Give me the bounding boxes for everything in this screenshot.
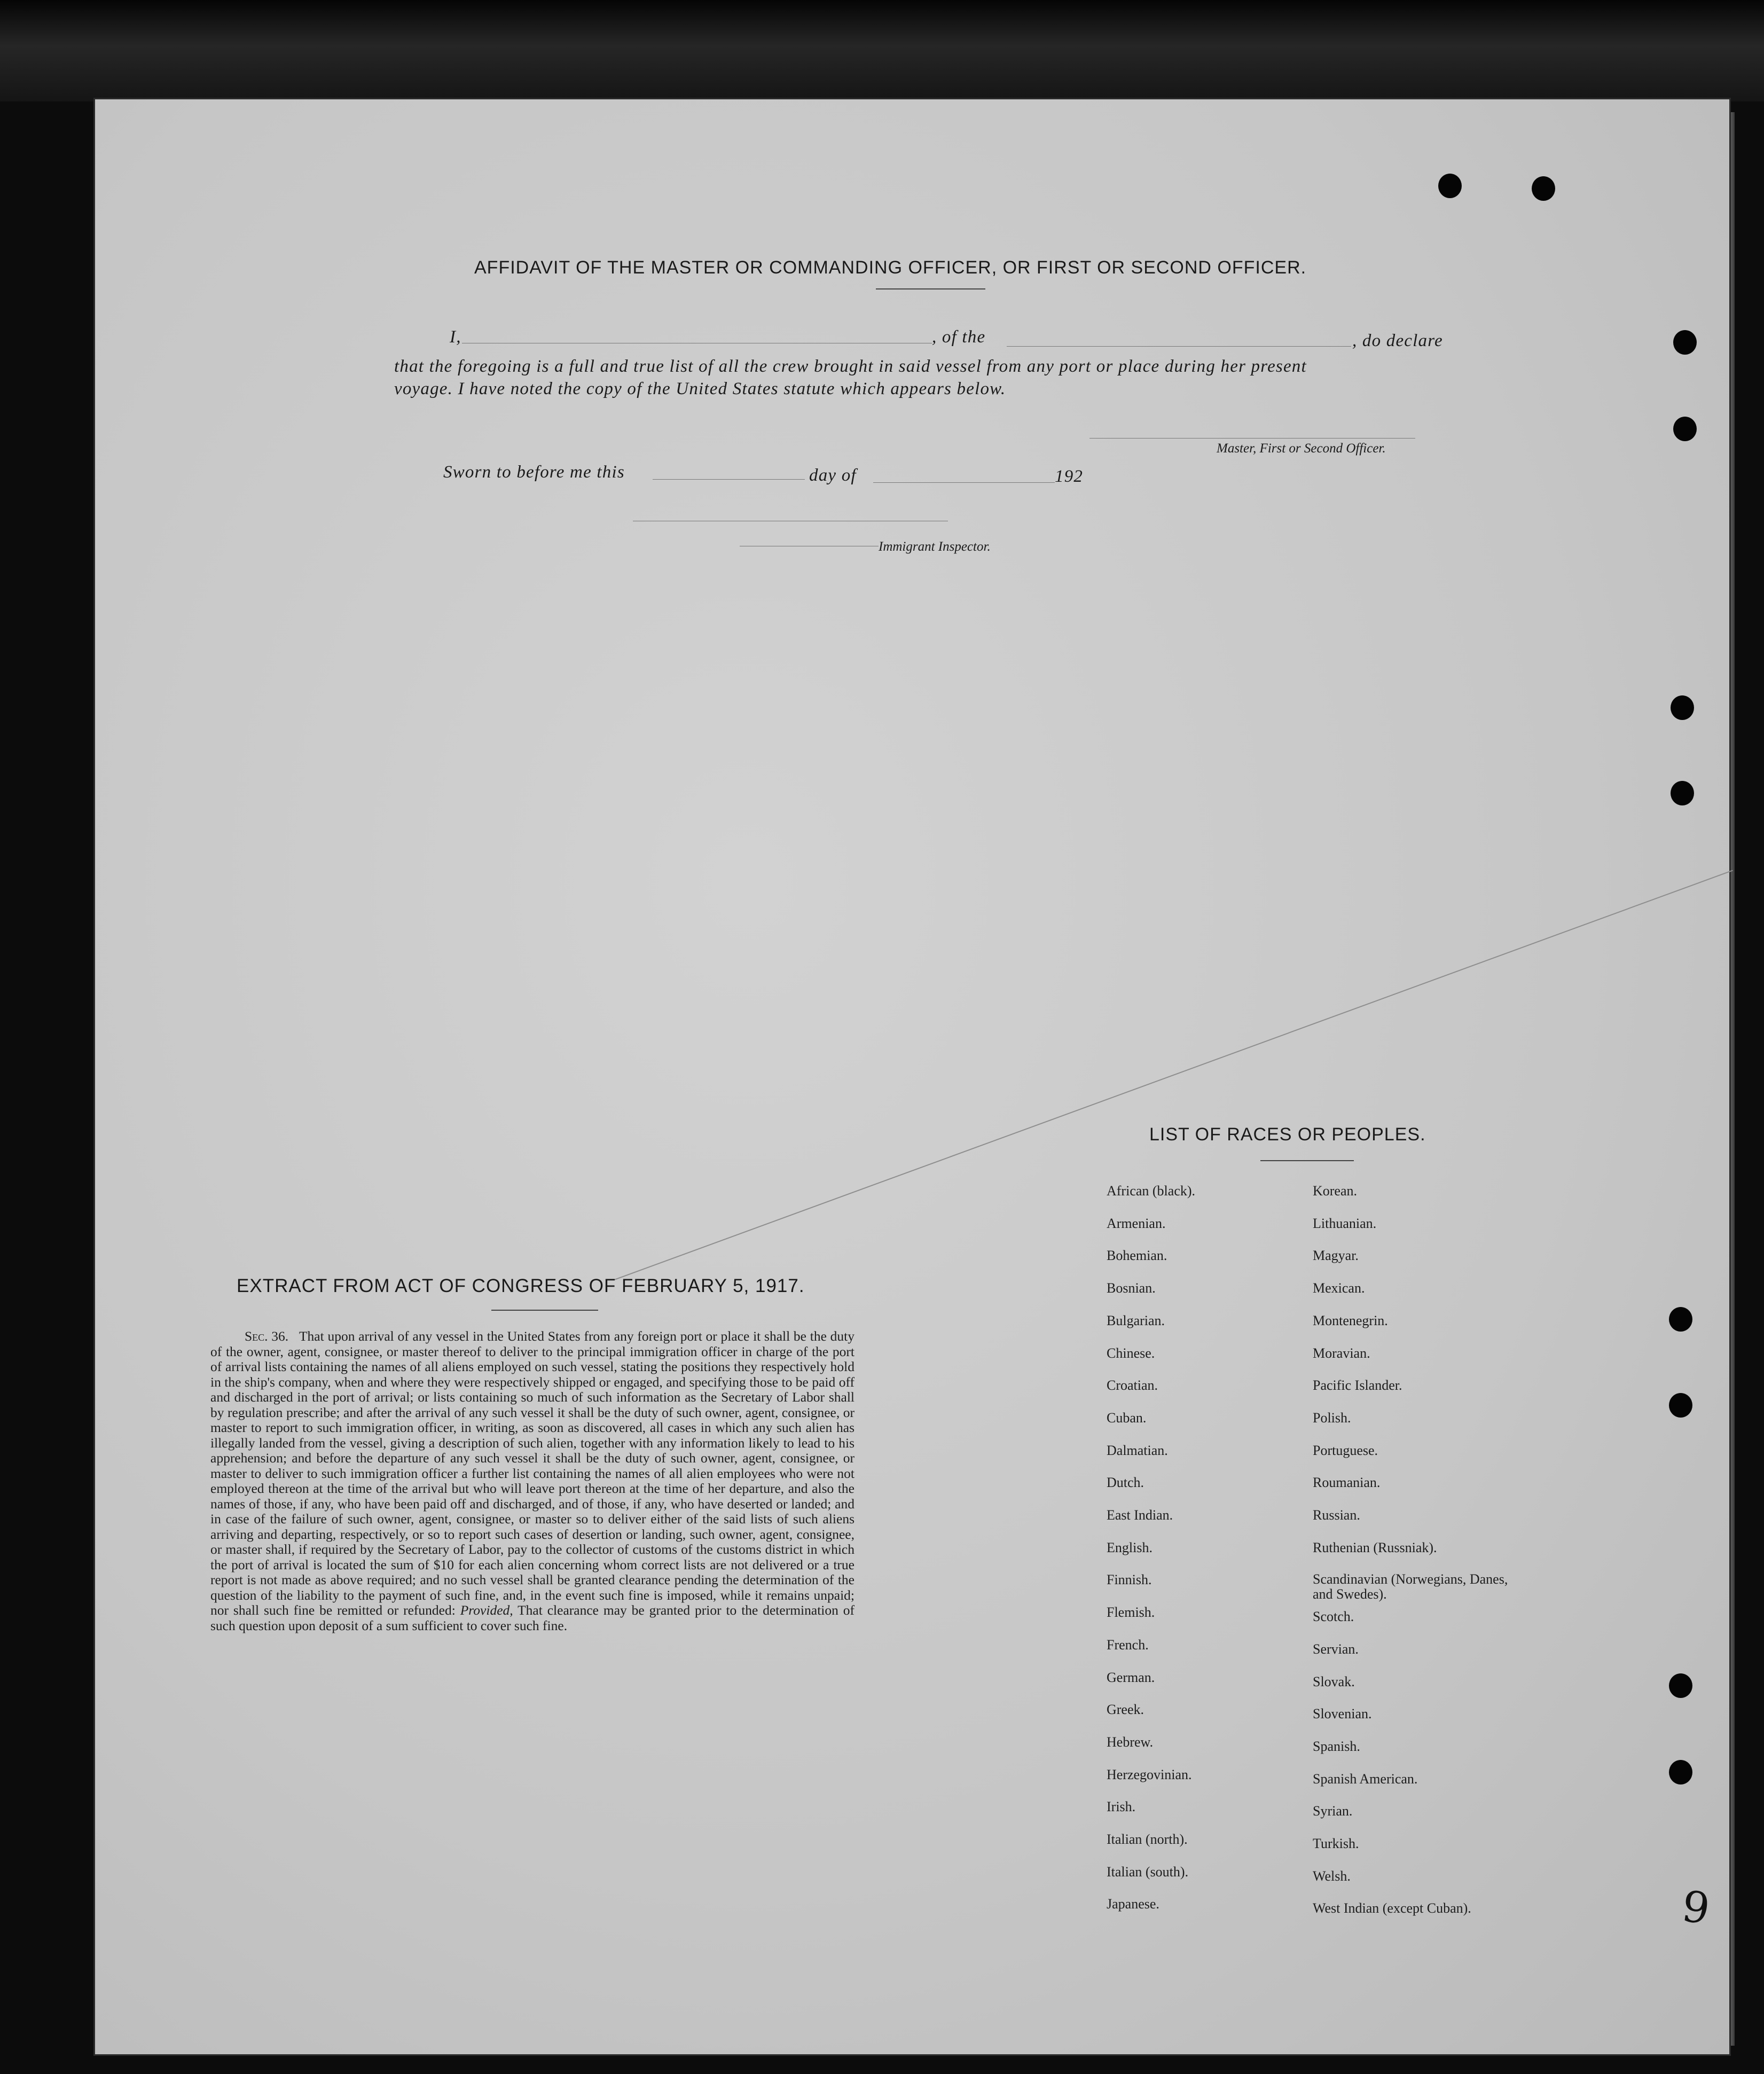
race-item: Polish.: [1313, 1410, 1351, 1426]
race-item: Portuguese.: [1313, 1442, 1378, 1458]
race-item: Scotch.: [1313, 1609, 1354, 1625]
race-item: Herzegovinian.: [1107, 1766, 1192, 1782]
punch-hole: [1438, 174, 1462, 198]
race-item: Greek.: [1107, 1702, 1144, 1718]
race-item: Spanish.: [1313, 1738, 1360, 1754]
inspector-label: Immigrant Inspector.: [879, 539, 991, 554]
race-item: Turkish.: [1313, 1836, 1359, 1851]
affidavit-title-rule: [876, 288, 985, 289]
races-title-rule: [1260, 1160, 1354, 1161]
vessel-blank-line: [1007, 346, 1351, 347]
punch-hole: [1669, 1673, 1692, 1698]
affidavit-i-label: I,: [450, 327, 461, 347]
race-item: German.: [1107, 1669, 1155, 1685]
affidavit-line-2: that the foregoing is a full and true list of all the crew brought in said vessel from any port or place during her present: [394, 357, 1307, 376]
race-item: Ruthenian (Russniak).: [1313, 1539, 1437, 1555]
race-item: Spanish American.: [1313, 1771, 1418, 1787]
race-item: Montenegrin.: [1313, 1312, 1388, 1328]
race-item: French.: [1107, 1637, 1149, 1653]
race-item: Irish.: [1107, 1799, 1136, 1815]
affidavit-title: AFFIDAVIT OF THE MASTER OR COMMANDING OFFICER, OR FIRST OR SECOND OFFICER.: [474, 257, 1307, 278]
race-item: Japanese.: [1107, 1896, 1159, 1912]
extract-title-rule: [491, 1310, 598, 1311]
punch-hole: [1669, 1307, 1692, 1332]
extract-statute-text: [210, 1329, 854, 1633]
punch-hole: [1669, 1393, 1692, 1418]
race-item: Magyar.: [1313, 1248, 1359, 1264]
punch-hole: [1673, 330, 1697, 355]
race-item: East Indian.: [1107, 1507, 1173, 1523]
race-item: Scandinavian (Norwegians, Danes, and Swedes).: [1313, 1571, 1508, 1602]
signature-blank-line: [1089, 438, 1415, 439]
race-item: Servian.: [1313, 1641, 1359, 1657]
race-item: English.: [1107, 1539, 1153, 1555]
punch-hole: [1673, 417, 1697, 441]
section-number: Sec. 36.: [245, 1328, 289, 1344]
race-item: Welsh.: [1313, 1868, 1351, 1884]
race-item: Hebrew.: [1107, 1734, 1154, 1750]
race-item: Syrian.: [1313, 1803, 1353, 1819]
race-item: Dalmatian.: [1107, 1442, 1168, 1458]
affidavit-of-the-label: , of the: [932, 327, 986, 347]
race-item: Italian (south).: [1107, 1864, 1189, 1880]
races-title: LIST OF RACES OR PEOPLES.: [1149, 1124, 1426, 1145]
punch-hole: [1671, 781, 1694, 805]
race-item: Pacific Islander.: [1313, 1378, 1402, 1394]
race-item: Italian (north).: [1107, 1832, 1188, 1847]
race-item: Roumanian.: [1313, 1475, 1381, 1491]
sworn-label: Sworn to before me this: [443, 463, 625, 482]
day-of-label: day of: [809, 466, 857, 485]
month-blank-line: [873, 482, 1055, 483]
punch-hole: [1669, 1760, 1692, 1785]
affidavit-line-3: voyage. I have noted the copy of the United States statute which appears below.: [394, 379, 1006, 398]
extract-title: EXTRACT FROM ACT OF CONGRESS OF FEBRUARY 5, 1917.: [237, 1275, 805, 1296]
film-border-top: [0, 0, 1764, 101]
race-item: Slovak.: [1313, 1673, 1355, 1689]
race-item: Bulgarian.: [1107, 1312, 1165, 1328]
race-item: Cuban.: [1107, 1410, 1147, 1426]
year-label: 192: [1055, 467, 1084, 486]
race-item: Bosnian.: [1107, 1280, 1156, 1296]
race-item: Slovenian.: [1313, 1706, 1372, 1722]
race-item: Armenian.: [1107, 1215, 1166, 1231]
handwritten-mark: 9: [1679, 1881, 1713, 1935]
race-item: West Indian (except Cuban).: [1313, 1900, 1471, 1916]
race-item: Chinese.: [1107, 1345, 1155, 1361]
race-item: Korean.: [1313, 1183, 1358, 1199]
signature-label: Master, First or Second Officer.: [1217, 441, 1386, 456]
race-item: African (black).: [1107, 1183, 1196, 1199]
race-item: Moravian.: [1313, 1345, 1370, 1361]
race-item: Russian.: [1313, 1507, 1360, 1523]
race-item: Flemish.: [1107, 1605, 1155, 1621]
statute-body-2: That clearance may be granted prior to the determination of such question upon deposit of a sum sufficient to cover such fine.: [210, 1602, 855, 1633]
race-item: Dutch.: [1107, 1475, 1144, 1491]
race-item: Lithuanian.: [1313, 1215, 1377, 1231]
day-blank-line: [653, 479, 805, 480]
punch-hole: [1532, 176, 1555, 201]
race-item: Mexican.: [1313, 1280, 1365, 1296]
statute-body-1: That upon arrival of any vessel in the United States from any foreign port or place it shall be the duty of the owner, agent, consignee, or master thereof to deliver to the principal immigration officer in charge of the port of arrival lists containing the names of all aliens employed on such vessel, stating the positions they respectively hold in the ship's company, when and where they were respectively shipped or engaged, and specifying those to be paid off and discharged in the port of arrival; or lists containing so much of such information as the Secretary of Labor shall by regulation prescribe; and after the arrival of any such vessel it shall be the duty of such owner, agent, consignee, or master to report to such immigration officer, in writing, as soon as discovered, all cases in which any such alien has illegally landed from the vessel, giving a description of such alien, together with any information likely to lead to his apprehension; and before the departure of any such vessel it shall be the duty of such owner, agent, consignee, or master to deliver to such immigration officer a further list containing the names of all alien employees who were not employed thereon at the time of the arrival but who will leave port thereon at the time of her departure, and also the names of those, if any, who have been paid off and discharged, and of those, if any, who have deserted or landed; and in case of the failure of such owner, agent, consignee, or master so to deliver either of the said lists of such aliens arriving and departing, respectively, or so to report such cases of desertion or landing, such owner, agent, consignee, or master shall, if required by the Secretary of Labor, pay to the collector of customs of the customs district in which the port of arrival is located the sum of $10 for each alien concerning whom correct lists are not delivered or a true report is not made as above required; and no such vessel shall be granted clearance pending the determination of the question of the liability to the payment of such fine, and, in the event such fine is imposed, while it remains unpaid; nor shall such fine be remitted or refunded:: [210, 1328, 854, 1618]
affidavit-declare-label: , do declare: [1352, 331, 1443, 350]
race-item: Finnish.: [1107, 1572, 1152, 1588]
race-item: Bohemian.: [1107, 1248, 1167, 1264]
statute-provided: Provided,: [460, 1602, 513, 1618]
race-item: Croatian.: [1107, 1378, 1158, 1394]
punch-hole: [1671, 695, 1694, 720]
